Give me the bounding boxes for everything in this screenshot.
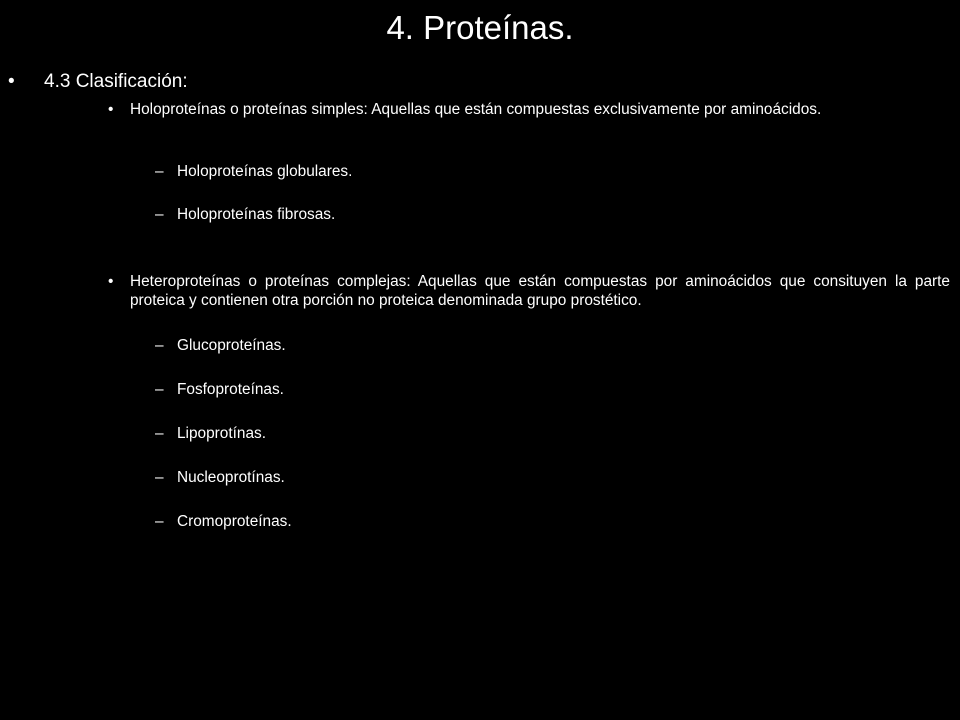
list-item-text: Nucleoprotínas. (177, 469, 285, 486)
bullet-icon: • (108, 273, 114, 290)
dash-icon: – (155, 163, 164, 180)
list-item-text: Fosfoproteínas. (177, 381, 284, 398)
section-heading (8, 70, 188, 94)
list-item (155, 205, 335, 224)
dash-icon: – (155, 381, 164, 398)
section-label: 4.3 Clasificación: (44, 71, 188, 92)
list-item (155, 336, 286, 355)
list-item-text: Glucoproteínas. (177, 337, 286, 354)
bullet-holoproteinas (108, 100, 950, 119)
dash-icon: – (155, 513, 164, 530)
dash-icon: – (155, 206, 164, 223)
bullet-text: Heteroproteínas o proteínas complejas: Aquellas que están compuestas por aminoácidos que consituyen la parte proteica y contienen otra porción no proteica denominada grupo prostético. (130, 273, 950, 309)
list-item-text: Lipoprotínas. (177, 425, 266, 442)
dash-icon: – (155, 469, 164, 486)
list-item (155, 468, 285, 487)
bullet-icon: • (108, 101, 114, 118)
list-item (155, 512, 292, 531)
list-item-text: Cromoproteínas. (177, 513, 292, 530)
bullet-text: Holoproteínas o proteínas simples: Aquellas que están compuestas exclusivamente por aminoácidos. (130, 101, 822, 118)
list-item (155, 424, 266, 443)
dash-icon: – (155, 337, 164, 354)
bullet-heteroproteinas (108, 272, 950, 310)
bullet-icon: • (8, 71, 15, 92)
dash-icon: – (155, 425, 164, 442)
list-item-text: Holoproteínas fibrosas. (177, 206, 336, 223)
slide-title: 4. Proteínas. (386, 9, 574, 46)
list-item (155, 380, 284, 399)
list-item (155, 162, 352, 181)
list-item-text: Holoproteínas globulares. (177, 163, 353, 180)
